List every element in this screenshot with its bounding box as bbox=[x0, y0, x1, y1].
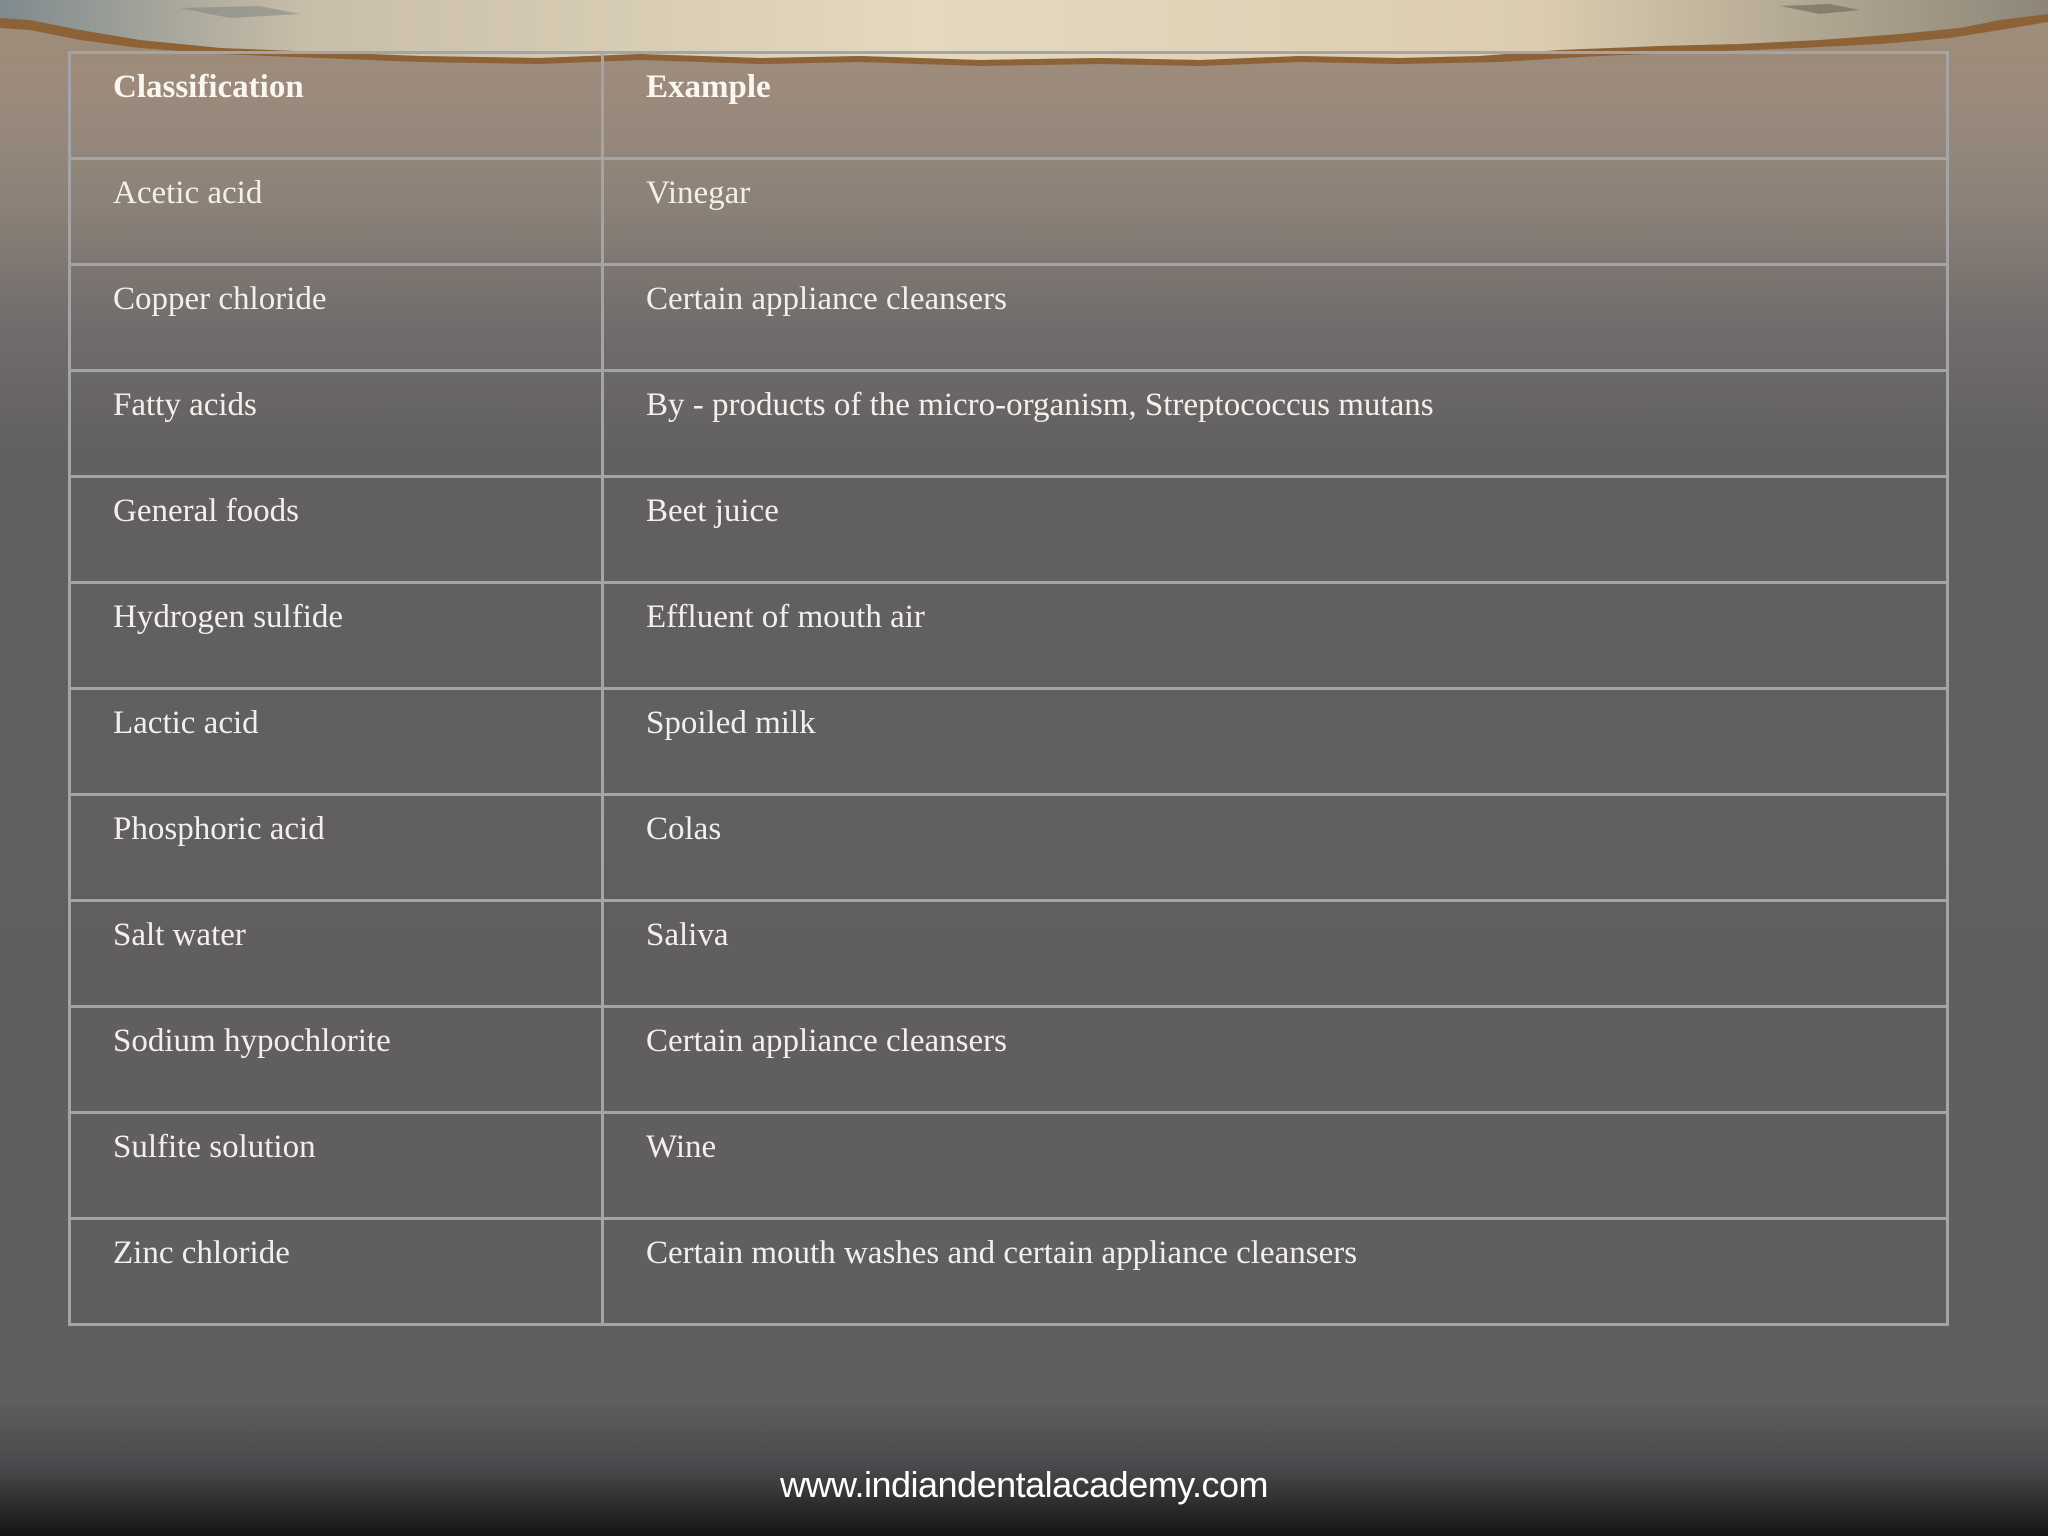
classification-cell: General foods bbox=[70, 477, 603, 583]
table-row bbox=[70, 1219, 1948, 1325]
header-classification: Classification bbox=[70, 53, 603, 159]
table-header-row bbox=[70, 53, 1948, 159]
example-cell: Saliva bbox=[603, 901, 1948, 1007]
example-cell: Vinegar bbox=[603, 159, 1948, 265]
classification-cell: Sodium hypochlorite bbox=[70, 1007, 603, 1113]
example-cell: Spoiled milk bbox=[603, 689, 1948, 795]
table-row bbox=[70, 265, 1948, 371]
table-row bbox=[70, 795, 1948, 901]
header-example: Example bbox=[603, 53, 1948, 159]
classification-cell: Acetic acid bbox=[70, 159, 603, 265]
classification-cell: Sulfite solution bbox=[70, 1113, 603, 1219]
table-row bbox=[70, 371, 1948, 477]
example-cell: Effluent of mouth air bbox=[603, 583, 1948, 689]
table-row bbox=[70, 1007, 1948, 1113]
classification-cell: Lactic acid bbox=[70, 689, 603, 795]
classification-cell: Phosphoric acid bbox=[70, 795, 603, 901]
table-row bbox=[70, 477, 1948, 583]
example-cell: Beet juice bbox=[603, 477, 1948, 583]
example-cell: Colas bbox=[603, 795, 1948, 901]
table-row bbox=[70, 159, 1948, 265]
table-row bbox=[70, 1113, 1948, 1219]
classification-cell: Fatty acids bbox=[70, 371, 603, 477]
table-row bbox=[70, 583, 1948, 689]
example-cell: Certain appliance cleansers bbox=[603, 265, 1948, 371]
classification-cell: Hydrogen sulfide bbox=[70, 583, 603, 689]
classification-table bbox=[68, 51, 1949, 1326]
footer-website-url[interactable]: www.indiandentalacademy.com bbox=[779, 1464, 1269, 1505]
example-cell: Wine bbox=[603, 1113, 1948, 1219]
example-cell: Certain appliance cleansers bbox=[603, 1007, 1948, 1113]
classification-cell: Salt water bbox=[70, 901, 603, 1007]
classification-cell: Zinc chloride bbox=[70, 1219, 603, 1325]
table-row bbox=[70, 689, 1948, 795]
table-row bbox=[70, 901, 1948, 1007]
example-cell: By - products of the micro-organism, Streptococcus mutans bbox=[603, 371, 1948, 477]
example-cell: Certain mouth washes and certain appliance cleansers bbox=[603, 1219, 1948, 1325]
classification-cell: Copper chloride bbox=[70, 265, 603, 371]
